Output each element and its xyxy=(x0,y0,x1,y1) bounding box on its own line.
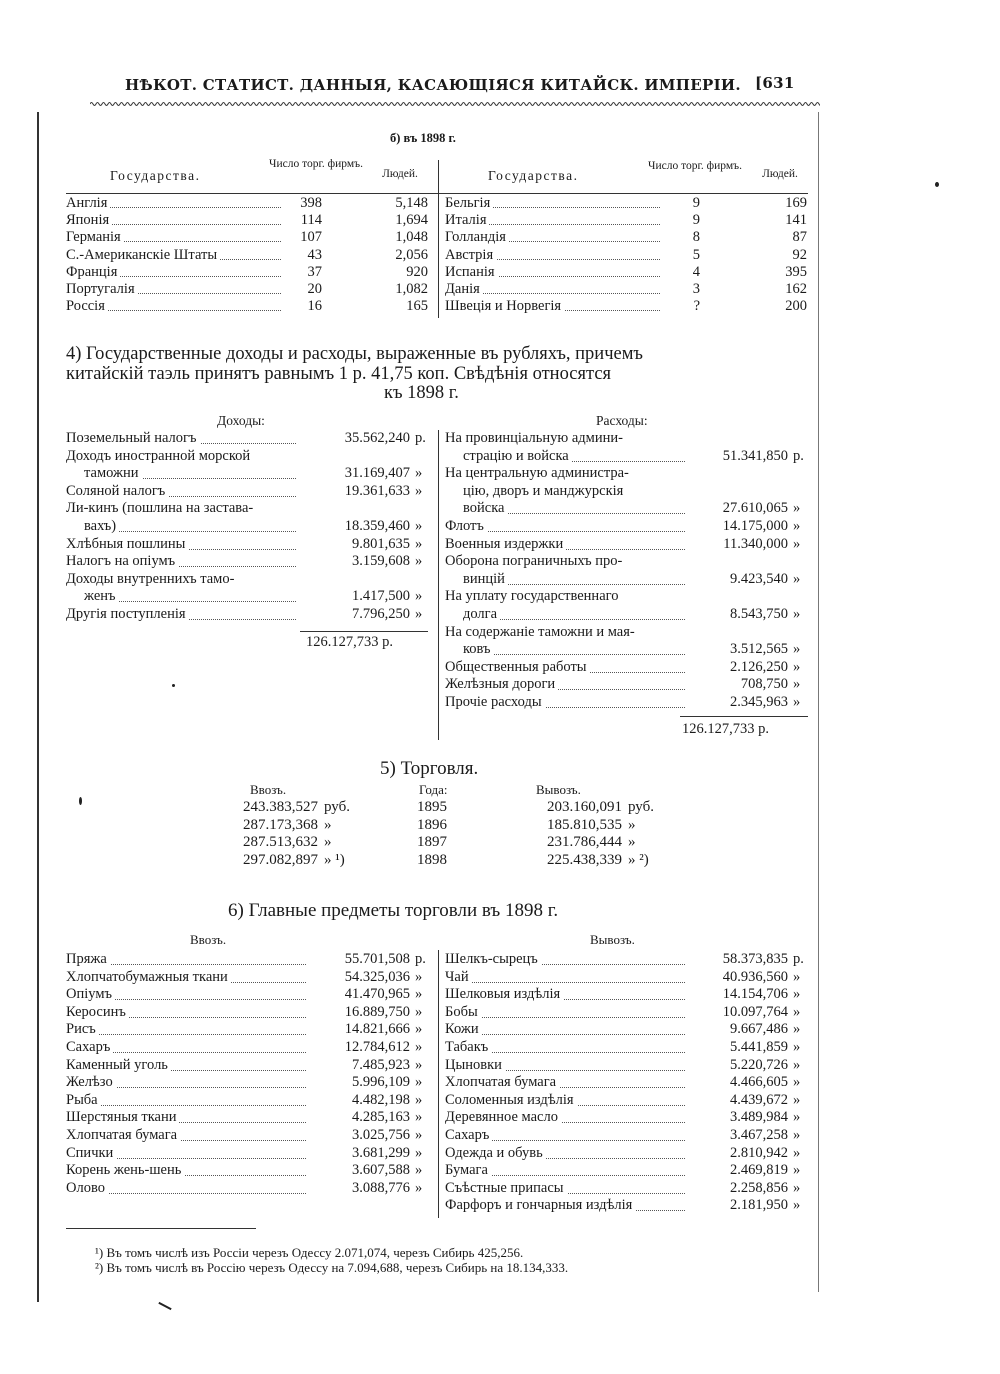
goods-item-value: 3.088,776 xyxy=(349,1180,410,1198)
line-item-value: 2.345,963 xyxy=(727,694,788,712)
line-item-label: На уплату государственнаго xyxy=(445,588,621,606)
line-item-label: Общественныя работы xyxy=(445,659,590,677)
line-item-unit: » xyxy=(793,658,801,675)
goods-item-unit: » xyxy=(793,986,801,1003)
firms-left-country-header: Государства. xyxy=(110,168,201,183)
goods-item-name: Каменный уголь xyxy=(66,1057,171,1075)
line-item-value: 2.126,250 xyxy=(727,659,788,677)
goods-item-unit: » xyxy=(793,1144,801,1161)
firm-people: 920 xyxy=(406,263,428,280)
line-item-label: Желѣзныя дороги xyxy=(445,676,558,694)
firm-count: 9 xyxy=(690,195,700,212)
firm-country-name: Испанія xyxy=(445,264,498,281)
line-item-unit: » xyxy=(793,641,801,658)
trade-export-header: Вывозъ. xyxy=(536,782,581,797)
trade-export-value: 225.438,339 xyxy=(547,851,622,868)
firms-left-firms-header: Число торг. фирмъ. xyxy=(269,158,363,170)
line-item-value: 3.159,608 xyxy=(349,553,410,571)
goods-item-unit: » xyxy=(793,1021,801,1038)
goods-item-name: Цыновки xyxy=(445,1057,505,1075)
trade-import-unit: руб. xyxy=(324,799,350,815)
goods-item-unit: » xyxy=(793,1003,801,1020)
goods-item-unit: » xyxy=(793,1197,801,1214)
goods-item-name: Сахаръ xyxy=(445,1127,492,1145)
line-item-unit: » xyxy=(793,606,801,622)
line-item-value: 8.543,750 xyxy=(727,606,788,624)
expense-total: 126.127,733 р. xyxy=(682,721,769,737)
line-item-label: Прочіе расходы xyxy=(445,694,545,712)
goods-item-unit: » xyxy=(793,1127,801,1143)
goods-item-value: 16.889,750 xyxy=(342,1004,410,1022)
firm-count: 3 xyxy=(690,281,700,298)
trade-export-unit: » xyxy=(628,816,636,833)
firm-count: 5 xyxy=(690,247,700,264)
line-item-unit: » xyxy=(793,676,801,693)
line-item-label: цію, дворъ и манджурскія xyxy=(463,483,626,501)
footnote-1: ¹) Въ томъ числѣ изъ Россіи черезъ Одессу 2.071,074, черезъ Сибирь 425,256. xyxy=(95,1245,524,1260)
line-item-unit: » xyxy=(793,500,801,517)
goods-item-value: 10.097,764 xyxy=(720,1004,788,1022)
goods-item-unit: » xyxy=(415,968,423,985)
line-item-label: Ли-кинъ (пошлина на застава- xyxy=(66,500,256,518)
firm-country-name: Германія xyxy=(66,229,124,246)
goods-item-unit: » xyxy=(415,1091,423,1108)
line-item-value: 35.562,240 xyxy=(342,430,410,448)
line-item-value: 3.512,565 xyxy=(727,641,788,659)
goods-item-name: Съѣстные припасы xyxy=(445,1180,567,1198)
budget-heading-line1: 4) Государственные доходы и расходы, выраженные въ рубляхъ, причемъ xyxy=(66,344,643,364)
goods-item-value: 4.466,605 xyxy=(727,1074,788,1092)
line-item-value: 9.423,540 xyxy=(727,571,788,589)
goods-item-name: Фарфоръ и гончарныя издѣлія xyxy=(445,1197,635,1215)
goods-item-value: 4.285,163 xyxy=(349,1109,410,1127)
goods-item-unit: » xyxy=(415,1074,423,1091)
line-item-unit: » xyxy=(415,482,423,499)
trade-year: 1896 xyxy=(417,816,447,833)
goods-item-value: 54.325,036 xyxy=(342,969,410,987)
goods-item-value: 3.025,756 xyxy=(349,1127,410,1145)
line-item-value: 31.169,407 xyxy=(342,465,410,483)
goods-item-unit: » xyxy=(793,968,801,985)
firm-people: 5,148 xyxy=(395,195,428,211)
dot-leader xyxy=(66,1034,306,1035)
firm-count: 20 xyxy=(305,281,323,298)
line-item-unit: р. xyxy=(793,447,804,464)
goods-item-value: 3.681,299 xyxy=(349,1145,410,1163)
firm-country-name: Голландія xyxy=(445,229,509,246)
firms-right-country-header: Государства. xyxy=(488,168,579,183)
firm-country-name: Бельгія xyxy=(445,195,493,212)
line-item-label: На центральную администра- xyxy=(445,465,632,483)
line-item-label: Оборона пограничныхъ про- xyxy=(445,553,625,571)
goods-item-unit: » xyxy=(415,1003,423,1020)
trade-export-unit: » xyxy=(628,834,636,850)
firm-country-name: Португалія xyxy=(66,281,138,298)
line-item-unit: » xyxy=(415,518,423,534)
line-item-unit: » xyxy=(415,535,423,552)
goods-item-unit: » xyxy=(415,1039,423,1055)
goods-item-name: Табакъ xyxy=(445,1039,491,1057)
firm-count: 107 xyxy=(297,229,322,246)
trade-year: 1897 xyxy=(417,834,447,850)
line-item-label: ковъ xyxy=(463,641,494,659)
line-item-value: 9.801,635 xyxy=(349,536,410,554)
firms-right-firms-header: Число торг. фирмъ. xyxy=(648,160,742,172)
goods-item-unit: » xyxy=(415,986,423,1003)
goods-item-name: Кожи xyxy=(445,1021,482,1039)
goods-item-name: Рыба xyxy=(66,1092,101,1110)
line-item-unit: » xyxy=(793,518,801,534)
trade-import-value: 287.173,368 xyxy=(243,816,318,833)
firm-country-name: Австрія xyxy=(445,247,496,264)
line-item-unit: » xyxy=(415,606,423,622)
goods-item-value: 2.258,856 xyxy=(727,1180,788,1198)
goods-item-name: Хлопчатая бумага xyxy=(445,1074,559,1092)
goods-export-label: Вывозъ. xyxy=(590,932,635,947)
line-item-label: Военныя издержки xyxy=(445,536,566,554)
line-item-label: Соляной налогъ xyxy=(66,483,168,501)
goods-heading: 6) Главные предметы торговли въ 1898 г. xyxy=(228,900,559,921)
line-item-value: 7.796,250 xyxy=(349,606,410,624)
trade-import-value: 287.513,632 xyxy=(243,834,318,850)
firm-country-name: Италія xyxy=(445,212,489,229)
goods-item-name: Шелковыя издѣлія xyxy=(445,986,563,1004)
goods-item-value: 2.469,819 xyxy=(727,1162,788,1180)
goods-item-name: Шелкъ-сырецъ xyxy=(445,951,541,969)
goods-item-value: 3.489,984 xyxy=(727,1109,788,1127)
firms-subtitle: б) въ 1898 г. xyxy=(390,131,456,145)
line-item-label: долга xyxy=(463,606,500,624)
firm-country-name: Франція xyxy=(66,264,120,281)
line-item-label: На содержаніе таможни и мая- xyxy=(445,624,638,642)
header-title: НѢКОТ. СТАТИСТ. ДАННЫЯ, КАСАЮЩІЯСЯ КИТАЙСК. ИМПЕРІИ. xyxy=(125,76,741,94)
trade-import-header: Ввозъ. xyxy=(250,782,287,797)
left-frame-rule xyxy=(37,112,39,1302)
trade-import-value: 297.082,897 xyxy=(243,851,318,868)
goods-item-name: Деревянное масло xyxy=(445,1109,561,1127)
goods-item-unit: » xyxy=(793,1039,801,1055)
line-item-unit: » xyxy=(793,535,801,552)
firm-country-name: Японія xyxy=(66,212,112,229)
goods-item-unit: р. xyxy=(793,951,804,967)
firm-people: 165 xyxy=(406,298,428,315)
goods-item-name: Рисъ xyxy=(66,1021,99,1039)
ink-speck xyxy=(79,797,82,805)
firms-header-rule xyxy=(66,193,808,194)
line-item-label: Флотъ xyxy=(445,518,487,536)
firm-count: 37 xyxy=(305,264,323,281)
goods-item-unit: » xyxy=(793,1056,801,1073)
page-number: [631 xyxy=(755,74,795,92)
goods-item-name: Соломенныя издѣлія xyxy=(445,1092,577,1110)
firm-people: 1,048 xyxy=(395,229,428,246)
budget-heading-line2: китайскій таэль принятъ равнымъ 1 р. 41,75 коп. Свѣдѣнія относятся xyxy=(66,364,612,384)
goods-import-label: Ввозъ. xyxy=(190,932,227,947)
firm-count: 398 xyxy=(297,195,322,212)
line-item-value: 11.340,000 xyxy=(720,536,788,554)
firm-count: 4 xyxy=(690,264,700,281)
income-label: Доходы: xyxy=(217,413,265,428)
ink-speck xyxy=(935,182,939,187)
line-item-label: Другія поступленія xyxy=(66,606,189,624)
goods-item-value: 40.936,560 xyxy=(720,969,788,987)
firm-count: ? xyxy=(691,298,700,315)
goods-item-value: 12.784,612 xyxy=(342,1039,410,1057)
goods-item-unit: » xyxy=(793,1162,801,1179)
income-total-rule xyxy=(300,631,428,632)
line-item-unit: р. xyxy=(415,430,426,446)
goods-item-unit: » xyxy=(415,1021,423,1038)
trade-export-unit: руб. xyxy=(628,799,654,815)
line-item-value: 19.361,633 xyxy=(342,483,410,501)
goods-item-value: 2.810,942 xyxy=(727,1145,788,1163)
line-item-unit: » xyxy=(415,588,423,605)
firm-count: 9 xyxy=(690,212,700,229)
goods-item-value: 14.154,706 xyxy=(720,986,788,1004)
line-item-unit: » xyxy=(793,694,801,710)
firms-column-divider xyxy=(438,160,439,318)
line-item-label: войска xyxy=(463,500,507,518)
budget-heading-line3: къ 1898 г. xyxy=(384,383,459,403)
dot-leader xyxy=(445,982,685,983)
trade-year-header: Года: xyxy=(419,782,448,797)
goods-item-value: 4.482,198 xyxy=(349,1092,410,1110)
right-frame-rule xyxy=(818,112,819,1292)
goods-item-value: 5.220,726 xyxy=(727,1057,788,1075)
trade-export-value: 203.160,091 xyxy=(547,799,622,815)
trade-import-unit: » ¹) xyxy=(324,851,345,868)
line-item-value: 1.417,500 xyxy=(349,588,410,606)
line-item-label: винцій xyxy=(463,571,508,589)
dot-leader xyxy=(463,654,685,655)
line-item-value: 51.341,850 xyxy=(720,448,788,466)
goods-item-name: Хлопчатая бумага xyxy=(66,1127,180,1145)
goods-item-name: Шерстяныя ткани xyxy=(66,1109,179,1127)
firm-country-name: Англія xyxy=(66,195,110,212)
footnote-rule xyxy=(66,1228,256,1229)
expense-total-rule xyxy=(680,716,808,717)
goods-item-unit: » xyxy=(415,1144,423,1161)
line-item-value: 27.610,065 xyxy=(720,500,788,518)
goods-item-unit: » xyxy=(415,1162,423,1179)
line-item-label: страцію и войска xyxy=(463,448,572,466)
goods-item-name: Олово xyxy=(66,1180,108,1198)
firm-count: 16 xyxy=(305,298,323,315)
line-item-value: 14.175,000 xyxy=(720,518,788,536)
goods-item-unit: » xyxy=(793,1091,801,1108)
line-item-value: 708,750 xyxy=(738,676,788,694)
goods-item-value: 3.467,258 xyxy=(727,1127,788,1145)
line-item-unit: » xyxy=(415,553,423,570)
trade-import-unit: » xyxy=(324,834,332,850)
goods-item-value: 5.441,859 xyxy=(727,1039,788,1057)
goods-item-unit: » xyxy=(793,1179,801,1196)
firm-count: 114 xyxy=(298,212,322,229)
goods-item-value: 4.439,672 xyxy=(727,1092,788,1110)
budget-column-divider xyxy=(438,430,439,740)
firm-people: 92 xyxy=(792,246,807,263)
goods-item-name: Чай xyxy=(445,969,472,987)
line-item-value: 18.359,460 xyxy=(342,518,410,536)
line-item-label: Доходъ иностранной морской xyxy=(66,448,253,466)
line-item-label: Налогъ на опіумъ xyxy=(66,553,178,571)
goods-item-name: Бумага xyxy=(445,1162,491,1180)
goods-item-value: 55.701,508 xyxy=(342,951,410,969)
line-item-label: На провинціальную админи- xyxy=(445,430,626,448)
firm-country-name: Швеція и Норвегія xyxy=(445,298,564,315)
income-total: 126.127,733 р. xyxy=(306,634,393,650)
trade-export-value: 185.810,535 xyxy=(547,816,622,833)
goods-item-value: 41.470,965 xyxy=(342,986,410,1004)
firm-people: 1,694 xyxy=(395,212,428,229)
trade-export-value: 231.786,444 xyxy=(547,834,622,850)
goods-item-value: 58.373,835 xyxy=(720,951,788,969)
line-item-label: Хлѣбныя пошлины xyxy=(66,536,188,554)
goods-item-name: Опіумъ xyxy=(66,986,115,1004)
goods-item-name: Одежда и обувь xyxy=(445,1145,546,1163)
firms-left-people-header: Людей. xyxy=(382,168,418,180)
firm-people: 169 xyxy=(785,195,807,211)
line-item-unit: » xyxy=(793,570,801,587)
goods-item-value: 14.821,666 xyxy=(342,1021,410,1039)
goods-item-unit: » xyxy=(415,1127,423,1143)
trade-export-unit: » ²) xyxy=(628,851,649,868)
trade-import-unit: » xyxy=(324,816,332,833)
line-item-unit: » xyxy=(415,465,423,482)
goods-item-value: 2.181,950 xyxy=(727,1197,788,1215)
goods-item-unit: » xyxy=(793,1074,801,1091)
goods-item-name: Сахаръ xyxy=(66,1039,113,1057)
trade-heading: 5) Торговля. xyxy=(380,758,479,779)
firms-right-people-header: Людей. xyxy=(762,168,798,180)
firm-country-name: Россія xyxy=(66,298,108,315)
line-item-label: вахъ) xyxy=(84,518,119,536)
line-item-label: Доходы внутреннихъ тамо- xyxy=(66,571,237,589)
firm-count: 8 xyxy=(690,229,700,246)
firm-people: 87 xyxy=(792,229,807,246)
ink-speck xyxy=(172,684,175,687)
goods-item-unit: » xyxy=(415,1179,423,1196)
firm-people: 1,082 xyxy=(395,281,428,297)
trade-year: 1895 xyxy=(417,799,447,815)
goods-item-name: Пряжа xyxy=(66,951,110,969)
firm-count: 43 xyxy=(305,247,323,264)
expense-label: Расходы: xyxy=(596,413,648,428)
goods-item-value: 5.996,109 xyxy=(349,1074,410,1092)
goods-item-unit: р. xyxy=(415,951,426,967)
ink-stroke xyxy=(158,1302,171,1310)
goods-item-name: Хлопчатобумажныя ткани xyxy=(66,969,231,987)
goods-item-unit: » xyxy=(415,1109,423,1126)
firm-people: 395 xyxy=(785,263,807,280)
goods-item-unit: » xyxy=(415,1056,423,1073)
firm-people: 200 xyxy=(785,298,807,315)
goods-item-name: Керосинъ xyxy=(66,1004,129,1022)
trade-import-value: 243.383,527 xyxy=(243,799,318,815)
dot-leader xyxy=(66,1105,306,1106)
goods-item-value: 9.667,486 xyxy=(727,1021,788,1039)
trade-year: 1898 xyxy=(417,851,447,868)
footnote-2: ²) Въ томъ числѣ въ Россію черезъ Одессу на 7.094,688, черезъ Сибирь на 18.134,333. xyxy=(95,1260,569,1275)
goods-item-name: Корень жень-шень xyxy=(66,1162,184,1180)
goods-item-name: Спички xyxy=(66,1145,116,1163)
firm-people: 141 xyxy=(785,212,807,229)
wavy-rule xyxy=(90,100,820,108)
line-item-label: таможни xyxy=(84,465,142,483)
goods-item-name: Желѣзо xyxy=(66,1074,116,1092)
line-item-label: женъ xyxy=(84,588,119,606)
goods-item-value: 7.485,923 xyxy=(349,1057,410,1075)
firm-people: 162 xyxy=(785,281,807,297)
dot-leader xyxy=(445,1017,685,1018)
goods-item-value: 3.607,588 xyxy=(349,1162,410,1180)
line-item-label: Поземельный налогъ xyxy=(66,430,200,448)
firm-people: 2,056 xyxy=(395,246,428,263)
goods-item-unit: » xyxy=(793,1109,801,1126)
goods-column-divider xyxy=(438,950,439,1218)
firm-country-name: Данія xyxy=(445,281,483,298)
firm-country-name: С.-Американскіе Штаты xyxy=(66,247,220,264)
goods-item-name: Бобы xyxy=(445,1004,481,1022)
